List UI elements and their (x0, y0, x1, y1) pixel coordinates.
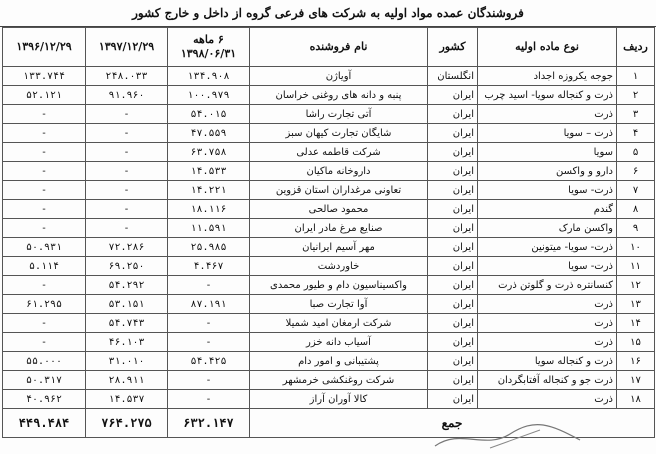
row-supplier: شرکت ارمغان امید شمیلا (250, 314, 428, 333)
row-period-1396: - (3, 200, 86, 219)
row-period-1397: ۶۹.۲۵۰ (86, 257, 168, 276)
row-period-6month: ۵۴.۴۲۵ (168, 352, 250, 371)
row-period-1397: - (86, 105, 168, 124)
row-supplier: واکسیناسیون دام و طیور محمدی (250, 276, 428, 295)
row-supplier: خاوردشت (250, 257, 428, 276)
row-period-6month: ۱۴.۲۲۱ (168, 181, 250, 200)
row-country: ایران (428, 219, 478, 238)
row-period-6month: ۱۴.۵۳۳ (168, 162, 250, 181)
table-header-row (3, 28, 655, 67)
row-period-1397: - (86, 143, 168, 162)
row-supplier: آتی تجارت راشا (250, 105, 428, 124)
row-index: ۱۵ (617, 333, 655, 352)
row-country: ایران (428, 238, 478, 257)
row-supplier: شرکت قاطمه عدلی (250, 143, 428, 162)
row-period-1397: ۵۴.۲۹۲ (86, 276, 168, 295)
table-row (3, 257, 655, 276)
table-row (3, 295, 655, 314)
row-period-1397: ۹۱.۹۶۰ (86, 86, 168, 105)
row-period-6month: ۴۷.۵۵۹ (168, 124, 250, 143)
row-index: ۹ (617, 219, 655, 238)
row-period-6month: - (168, 333, 250, 352)
row-country: ایران (428, 105, 478, 124)
row-period-1396: - (3, 124, 86, 143)
row-period-1397: ۴۶.۱۰۳ (86, 333, 168, 352)
table-row (3, 86, 655, 105)
total-row (3, 409, 655, 438)
header-period-6month: ۶ ماهه ۱۳۹۸/۰۶/۳۱ (168, 28, 250, 67)
row-index: ۱۴ (617, 314, 655, 333)
row-period-6month: ۱۰۰.۹۷۹ (168, 86, 250, 105)
row-supplier: پشتیبانی و امور دام (250, 352, 428, 371)
row-index: ۳ (617, 105, 655, 124)
table-row (3, 314, 655, 333)
row-material: ذرت – سویا (478, 124, 617, 143)
row-country: ایران (428, 352, 478, 371)
row-period-1396: - (3, 333, 86, 352)
table-row (3, 181, 655, 200)
row-material: ذرت و کنجاله سویا- اسید چرب (478, 86, 617, 105)
header-period-1397: ۱۳۹۷/۱۲/۲۹ (86, 28, 168, 67)
row-material: ذرت (478, 105, 617, 124)
row-material: ذرت- سویا (478, 257, 617, 276)
row-supplier: داروخانه ماکیان (250, 162, 428, 181)
row-country: ایران (428, 200, 478, 219)
row-period-1396: ۶۱.۲۹۵ (3, 295, 86, 314)
row-index: ۱۰ (617, 238, 655, 257)
row-period-1397: ۵۴.۷۴۳ (86, 314, 168, 333)
row-country: ایران (428, 257, 478, 276)
table-row (3, 333, 655, 352)
row-index: ۵ (617, 143, 655, 162)
table-row (3, 238, 655, 257)
row-country: ایران (428, 276, 478, 295)
row-material: ذرت جو و کنجاله آفتابگردان (478, 371, 617, 390)
row-material: ذرت (478, 390, 617, 409)
row-index: ۱۸ (617, 390, 655, 409)
table-row (3, 124, 655, 143)
row-period-1396: - (3, 276, 86, 295)
row-period-1397: - (86, 162, 168, 181)
table-row (3, 371, 655, 390)
row-country: ایران (428, 390, 478, 409)
row-period-1396: - (3, 181, 86, 200)
row-index: ۱۷ (617, 371, 655, 390)
row-index: ۱۳ (617, 295, 655, 314)
row-material: سویا (478, 143, 617, 162)
row-period-1396: - (3, 105, 86, 124)
row-period-1397: ۳۱.۰۱۰ (86, 352, 168, 371)
row-country: ایران (428, 314, 478, 333)
row-period-1396: - (3, 314, 86, 333)
row-supplier: شرکت روغنکشی خرمشهر (250, 371, 428, 390)
row-index: ۱۲ (617, 276, 655, 295)
row-country: ایران (428, 162, 478, 181)
row-period-6month: ۶۳.۷۵۸ (168, 143, 250, 162)
row-period-1396: ۵۰.۹۳۱ (3, 238, 86, 257)
row-country: ایران (428, 181, 478, 200)
row-period-1397: ۷۲.۲۸۶ (86, 238, 168, 257)
page-title: فروشندگان عمده مواد اولیه به شرکت های فرعی گروه از داخل و خارج کشور (0, 0, 656, 27)
table-row (3, 143, 655, 162)
row-country: ایران (428, 143, 478, 162)
row-material: ذرت (478, 333, 617, 352)
row-material: ذرت و کنجاله سویا (478, 352, 617, 371)
row-supplier: صنایع مرغ مادر ایران (250, 219, 428, 238)
header-supplier: نام فروشنده (250, 28, 428, 67)
row-period-1396: ۴۰.۹۶۲ (3, 390, 86, 409)
row-supplier: آوا تجارت صبا (250, 295, 428, 314)
row-material: ذرت (478, 314, 617, 333)
row-country: ایران (428, 333, 478, 352)
total-period-6month: ۶۳۲.۱۴۷ (168, 409, 250, 438)
row-period-6month: ۴.۴۶۷ (168, 257, 250, 276)
row-index: ۱ (617, 67, 655, 86)
row-period-6month: - (168, 314, 250, 333)
row-country: انگلستان (428, 67, 478, 86)
row-period-6month: ۱۳۴.۹۰۸ (168, 67, 250, 86)
row-supplier: مهر آسیم ایرانیان (250, 238, 428, 257)
row-material: ذرت- سویا- میتونین (478, 238, 617, 257)
row-period-6month: ۸۷.۱۹۱ (168, 295, 250, 314)
row-index: ۱۱ (617, 257, 655, 276)
row-supplier: محمود صالحی (250, 200, 428, 219)
row-material: گندم (478, 200, 617, 219)
row-country: ایران (428, 295, 478, 314)
table-row (3, 200, 655, 219)
row-index: ۸ (617, 200, 655, 219)
row-period-6month: ۲۵.۹۸۵ (168, 238, 250, 257)
row-index: ۲ (617, 86, 655, 105)
row-index: ۴ (617, 124, 655, 143)
row-supplier: تعاونی مرغداران استان قزوین (250, 181, 428, 200)
row-country: ایران (428, 124, 478, 143)
table-row (3, 390, 655, 409)
row-period-1396: ۵۲.۱۲۱ (3, 86, 86, 105)
header-country: کشور (428, 28, 478, 67)
row-period-1396: - (3, 143, 86, 162)
row-index: ۶ (617, 162, 655, 181)
row-period-1397: - (86, 181, 168, 200)
row-period-1397: ۲۸.۹۱۱ (86, 371, 168, 390)
suppliers-table (2, 27, 655, 438)
header-index: ردیف (617, 28, 655, 67)
header-material: نوع ماده اولیه (478, 28, 617, 67)
row-period-1397: ۱۴.۵۳۷ (86, 390, 168, 409)
row-material: ذرت (478, 295, 617, 314)
row-material: دارو و واکسن (478, 162, 617, 181)
header-period-1396: ۱۳۹۶/۱۲/۲۹ (3, 28, 86, 67)
row-period-1397: - (86, 219, 168, 238)
table-row (3, 219, 655, 238)
row-period-1396: ۵.۱۱۴ (3, 257, 86, 276)
row-period-6month: ۱۱.۵۹۱ (168, 219, 250, 238)
row-period-1397: - (86, 124, 168, 143)
table-row (3, 162, 655, 181)
table-row (3, 276, 655, 295)
row-period-6month: - (168, 371, 250, 390)
row-period-1396: ۵۰.۳۱۷ (3, 371, 86, 390)
row-material: ذرت- سویا (478, 181, 617, 200)
row-supplier: آویاژن (250, 67, 428, 86)
row-period-6month: - (168, 390, 250, 409)
row-period-6month: - (168, 276, 250, 295)
total-label: جمع (250, 409, 655, 438)
table-row (3, 105, 655, 124)
total-period-1397: ۷۶۴.۲۷۵ (86, 409, 168, 438)
table-row (3, 67, 655, 86)
row-period-1397: ۲۴۸.۰۳۳ (86, 67, 168, 86)
row-supplier: کالا آوران آراز (250, 390, 428, 409)
row-country: ایران (428, 86, 478, 105)
table-row (3, 352, 655, 371)
row-supplier: شایگان تجارت کیهان سبز (250, 124, 428, 143)
row-period-6month: ۱۸.۱۱۶ (168, 200, 250, 219)
row-index: ۷ (617, 181, 655, 200)
row-period-1396: - (3, 162, 86, 181)
row-index: ۱۶ (617, 352, 655, 371)
row-supplier: آسیاب دانه خزر (250, 333, 428, 352)
row-period-1397: ۵۳.۱۵۱ (86, 295, 168, 314)
row-period-1396: ۵۵.۰۰۰ (3, 352, 86, 371)
row-period-1397: - (86, 200, 168, 219)
row-period-1396: - (3, 219, 86, 238)
total-period-1396: ۴۴۹.۴۸۴ (3, 409, 86, 438)
row-material: جوجه یکروزه اجداد (478, 67, 617, 86)
row-country: ایران (428, 371, 478, 390)
row-period-6month: ۵۴.۰۱۵ (168, 105, 250, 124)
row-material: واکسن مارک (478, 219, 617, 238)
row-period-1396: ۱۳۳.۷۴۴ (3, 67, 86, 86)
row-material: کنسانتره ذرت و گلوتن ذرت (478, 276, 617, 295)
row-supplier: پنبه و دانه های روغنی خراسان (250, 86, 428, 105)
